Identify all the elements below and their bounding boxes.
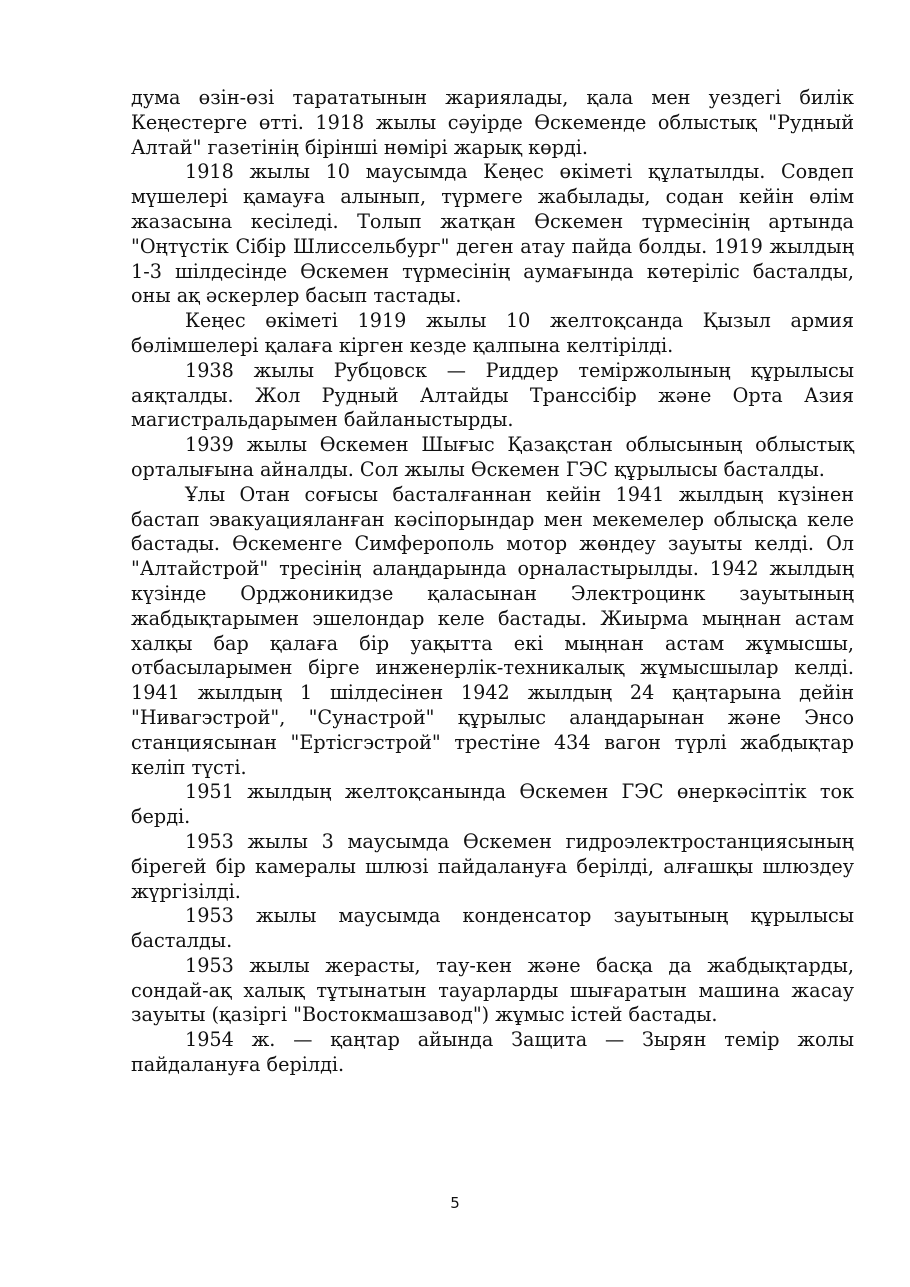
paragraph: 1938 жылы Рубцовск — Риддер теміржолының құрылысы аяқталды. Жол Рудный Алтайды Транссібір және Орта Азия магистральдарымен байланыстырды. <box>131 358 854 432</box>
paragraph: дума өзін-өзі тарататынын жариялады, қала мен уездегі билік Кеңестерге өтті. 1918 жылы сәуірде Өскеменде облыстық "Рудный Алтай" газетінің бірінші нөмірі жарық көрді. <box>131 86 854 159</box>
body-text <box>131 86 854 1078</box>
page-number: 5 <box>450 1194 460 1212</box>
paragraph: 1951 жылдың желтоқсанында Өскемен ГЭС өнеркәсіптік ток берді. <box>131 780 854 829</box>
paragraph: Ұлы Отан соғысы басталғаннан кейін 1941 жылдың күзінен бастап эвакуацияланған кәсіпорындар мен мекемелер облысқа келе бастады. Өскеменге Симферополь мотор жөндеу зауыты келді. Ол "Алтайстрой" тресінің алаңдарында орналастырылды. 1942 жылдың күзінде Орджоникидзе қаласынан Электроцинк зауытының жабдықтарымен эшелондар келе бастады. Жиырма мыңнан астам халқы бар қалаға бір уақытта екі мыңнан астам жұмысшы, отбасыларымен бірге инженерлік-техникалық жұмысшылар келді. 1941 жылдың 1 шілдесінен 1942 жылдың 24 қаңтарына дейін "Нивагэстрой", "Сунастрой" құрылыс алаңдарынан және Энсо станциясынан "Ертісгэстрой" трестіне 434 вагон түрлі жабдықтар келіп түсті. <box>131 482 854 779</box>
paragraph: 1953 жылы жерасты, тау-кен және басқа да жабдықтарды, сондай-ақ халық тұтынатын тауарларды шығаратын машина жасау зауыты (қазіргі "Востокмашзавод") жұмыс істей бастады. <box>131 953 854 1027</box>
paragraph: 1953 жылы 3 маусымда Өскемен гидроэлектростанциясының бірегей бір камералы шлюзі пайдалануға берілді, алғашқы шлюздеу жүргізілді. <box>131 829 854 903</box>
paragraph: 1939 жылы Өскемен Шығыс Қазақстан облысының облыстық орталығына айналды. Сол жылы Өскемен ГЭС құрылысы басталды. <box>131 433 854 481</box>
paragraph: 1953 жылы маусымда конденсатор зауытының құрылысы басталды. <box>131 904 854 953</box>
paragraph: 1918 жылы 10 маусымда Кеңес өкіметі құлатылды. Совдеп мүшелері қамауға алынып, түрмеге жабылады, содан кейін өлім жазасына кесіледі. Толып жатқан Өскемен түрмесінің артында "Оңтүстік Сібір Шлиссельбург" деген атау пайда болды. 1919 жылдың 1-3 шілдесінде Өскемен түрмесінің аумағында көтеріліс басталды, оны ақ әскерлер басып тастады. <box>131 160 854 308</box>
paragraph: 1954 ж. — қаңтар айында Защита — Зырян темір жолы пайдалануға берілді. <box>131 1028 854 1077</box>
paragraph: Кеңес өкіметі 1919 жылы 10 желтоқсанда Қызыл армия бөлімшелері қалаға кірген кезде қалпына келтірілді. <box>131 309 854 357</box>
